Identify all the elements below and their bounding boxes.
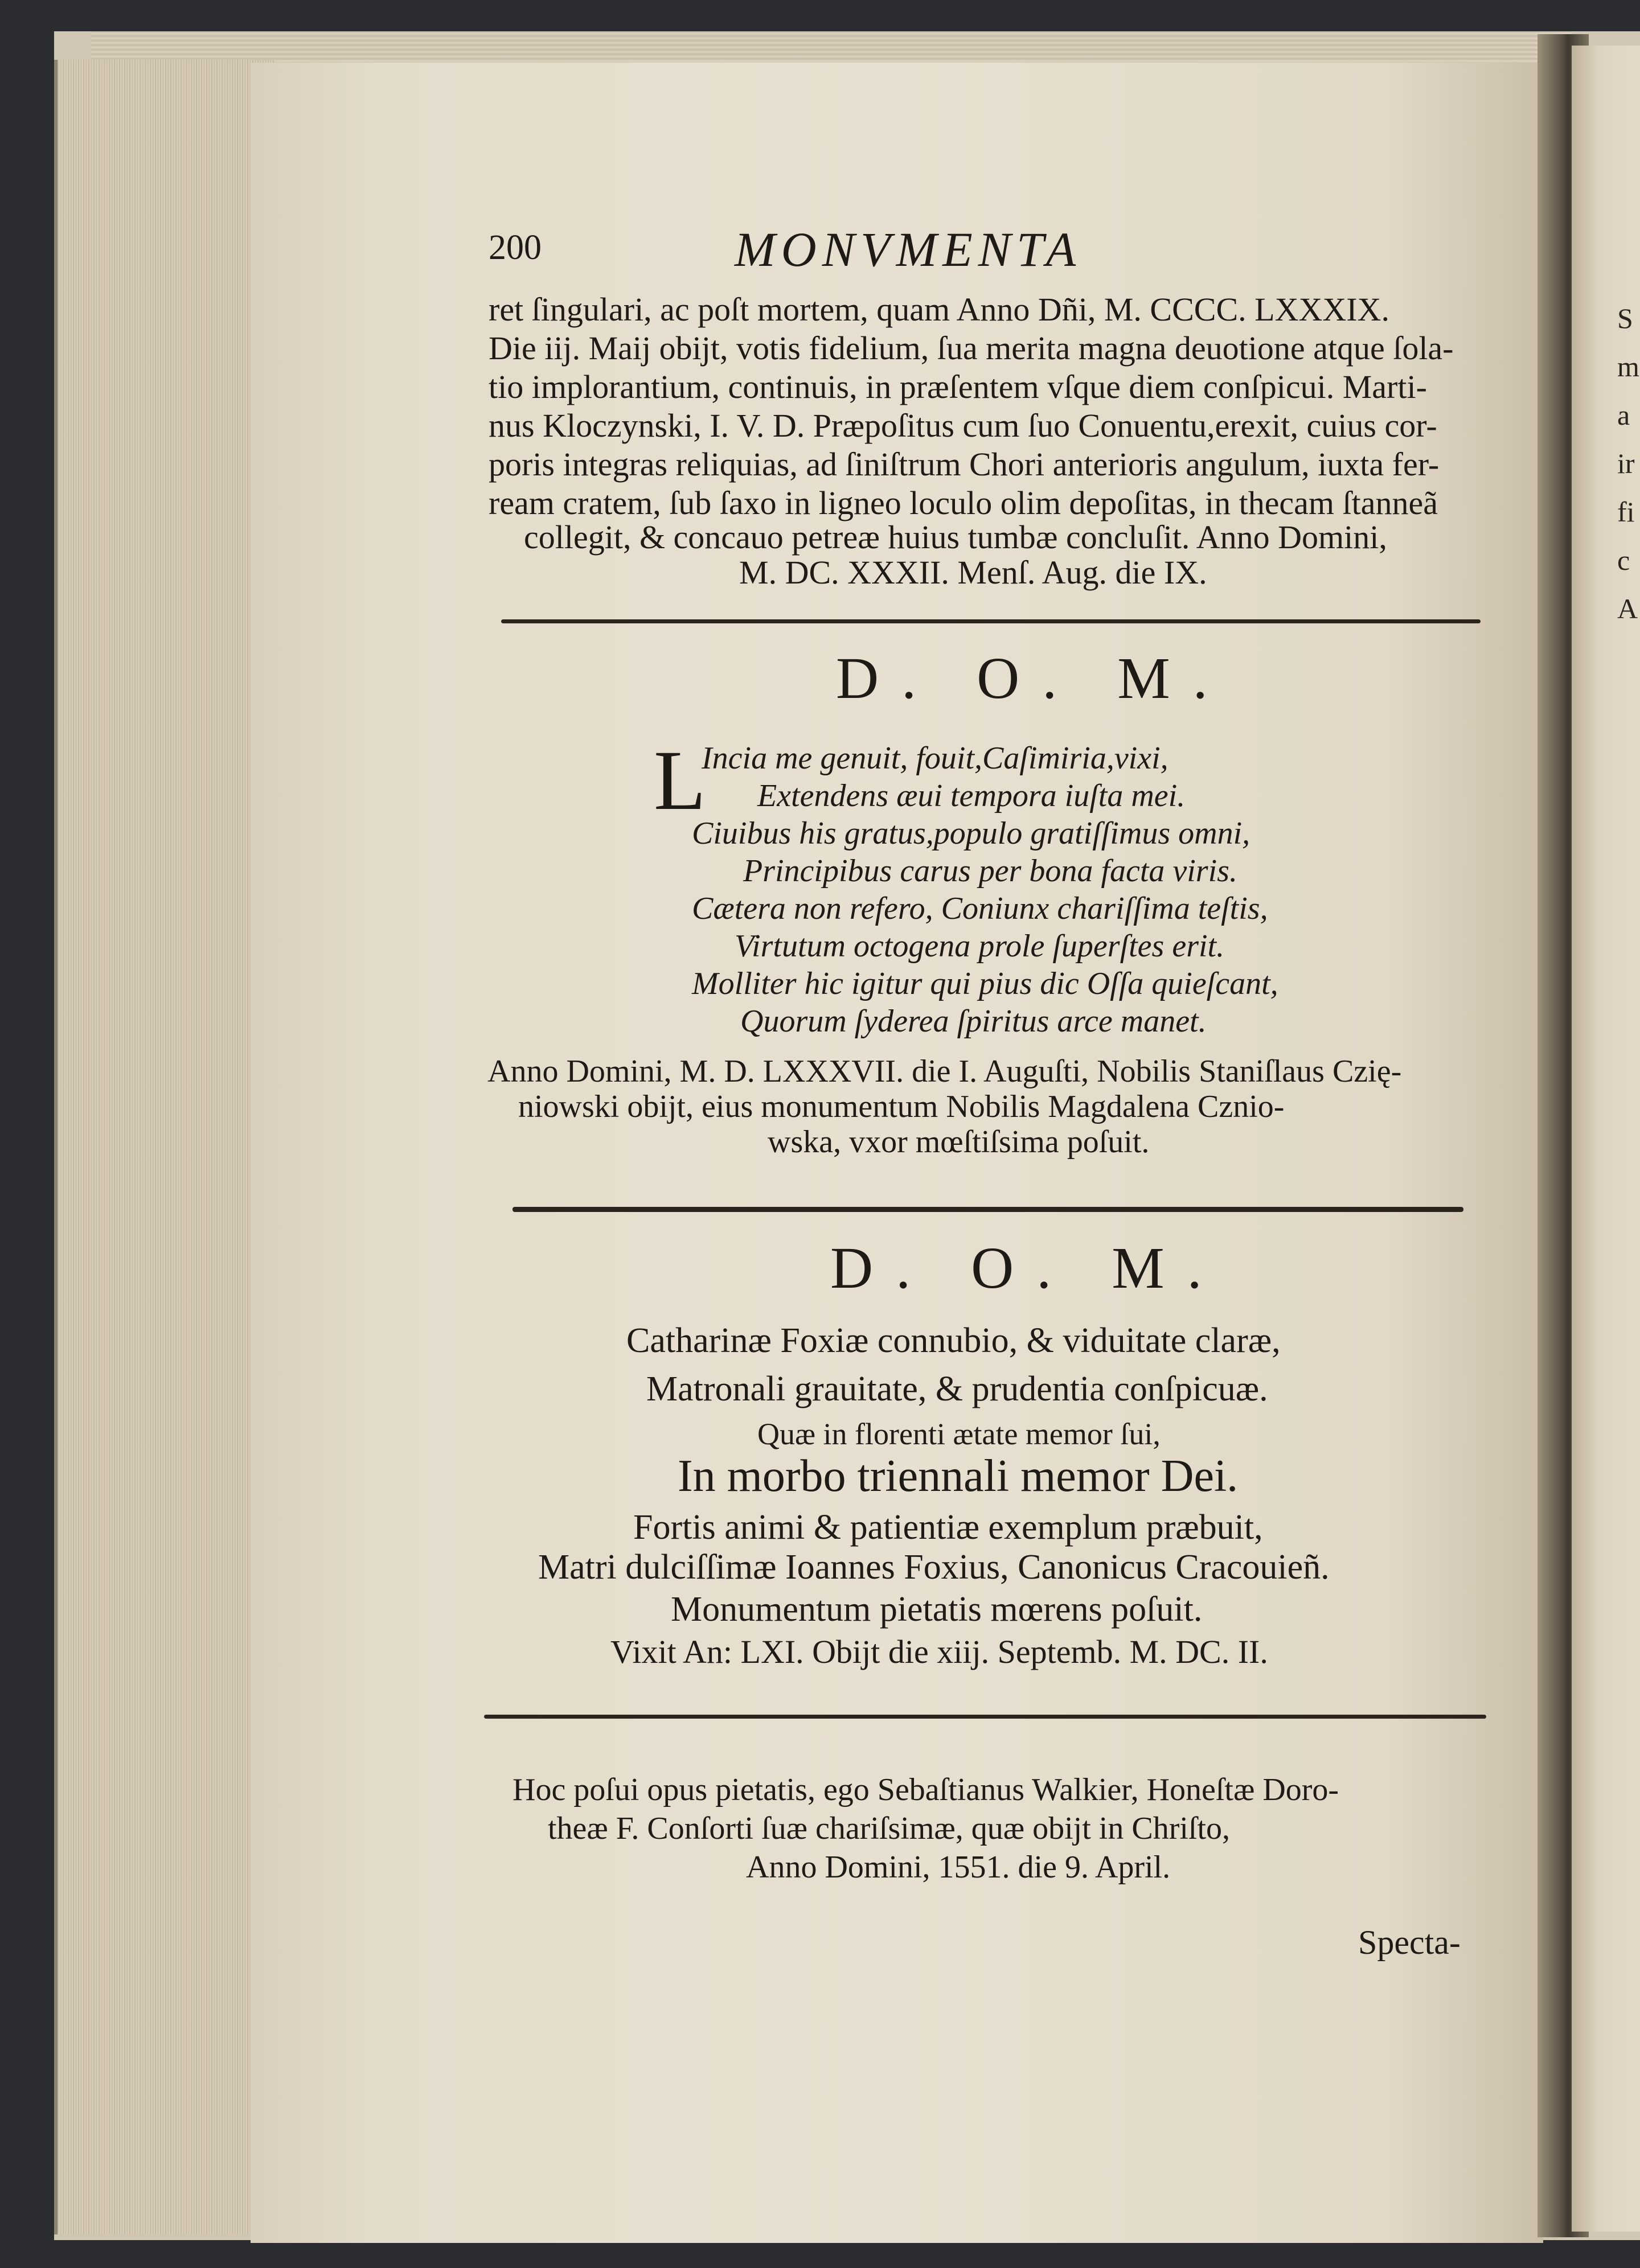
section-divider	[501, 619, 1481, 623]
drop-cap: L	[654, 733, 706, 828]
facing-page-fragment: S	[1617, 302, 1633, 334]
facing-page-fragment: m	[1617, 351, 1639, 383]
epitaph-line: Matri dulciſſimæ Ioannes Foxius, Canonicus Cracouieñ.	[538, 1548, 1330, 1587]
epitaph-line: Monumentum pietatis mœrens poſuit.	[671, 1590, 1203, 1629]
intro-line: poris integras reliquias, ad ſiniſtrum Chori anterioris angulum, iuxta fer-	[489, 446, 1440, 483]
prose-line: Anno Domini, M. D. LXXXVII. die I. Auguſti, Nobilis Staniſlaus Czię-	[487, 1054, 1402, 1089]
verse-line: Molliter hic igitur qui pius dic Oſſa quieſcant,	[692, 966, 1278, 1001]
epitaph-line: Matronali grauitate, & prudentia conſpicuæ.	[646, 1370, 1268, 1408]
section-heading: D. O. M.	[830, 1235, 1225, 1301]
intro-line: collegit, & concauo petreæ huius tumbæ concluſit. Anno Domini,	[524, 519, 1387, 556]
running-title: MONVMENTA	[735, 222, 1082, 277]
intro-line: tio implorantium, continuis, in præſentem vſque diem conſpicui. Marti-	[489, 368, 1427, 405]
facing-page-fragment: ir	[1617, 447, 1635, 479]
dedication-line: Hoc poſui opus pietatis, ego Sebaſtianus Walkier, Honeſtæ Doro-	[512, 1772, 1339, 1807]
epitaph-line: Fortis animi & patientiæ exemplum præbuit,	[633, 1508, 1263, 1547]
dedication-line: Anno Domini, 1551. die 9. April.	[746, 1850, 1171, 1885]
intro-line: ret ſingulari, ac poſt mortem, quam Anno Dñi, M. CCCC. LXXXIX.	[489, 291, 1389, 328]
intro-line: Die iij. Maij obijt, votis fidelium, ſua merita magna deuotione atque ſola-	[489, 330, 1454, 367]
page-number: 200	[489, 228, 542, 267]
verse-line: Cætera non refero, Coniunx chariſſima teſtis,	[692, 891, 1268, 926]
verse-line: Principibus carus per bona facta viris.	[743, 853, 1237, 889]
prose-line: wska, vxor mœſtiſsima poſuit.	[768, 1124, 1150, 1160]
facing-page-fragment: A	[1617, 593, 1638, 624]
verse-line: Extendens æui tempora iuſta mei.	[757, 778, 1186, 813]
section-divider	[512, 1207, 1463, 1212]
page-fore-edges	[54, 60, 274, 2234]
facing-page-fragment: a	[1617, 399, 1630, 431]
facing-page	[1572, 46, 1640, 2232]
verse-line: Virtutum octogena prole ſuperſtes erit.	[735, 928, 1225, 964]
verse-line: Ciuibus his gratus,populo gratiſſimus omni,	[692, 816, 1250, 851]
section-divider	[484, 1715, 1486, 1719]
intro-line: nus Kloczynski, I. V. D. Præpoſitus cum ſuo Conuentu,erexit, cuius cor-	[489, 407, 1437, 444]
verse-line: Quorum ſyderea ſpiritus arce manet.	[740, 1004, 1207, 1039]
section-heading: D. O. M.	[836, 646, 1231, 711]
intro-line: ream cratem, ſub ſaxo in ligneo loculo olim depoſitas, in thecam ſtanneã	[489, 484, 1438, 521]
epitaph-line: Catharinæ Foxiæ connubio, & viduitate claræ,	[626, 1321, 1281, 1360]
facing-page-fragment: fi	[1617, 496, 1635, 528]
prose-line: niowski obijt, eius monumentum Nobilis Magdalena Cznio-	[518, 1089, 1285, 1124]
epitaph-line-emphasis: In morbo triennali memor Dei.	[678, 1451, 1239, 1501]
epitaph-line: Vixit An: LXI. Obijt die xiij. Septemb. M. DC. II.	[610, 1633, 1268, 1670]
dedication-line: theæ F. Conſorti ſuæ chariſsimæ, quæ obijt in Chriſto,	[548, 1811, 1231, 1846]
facing-page-fragment: c	[1617, 544, 1630, 576]
catchword: Specta-	[1358, 1924, 1461, 1961]
intro-line: M. DC. XXXII. Menſ. Aug. die IX.	[739, 554, 1207, 591]
epitaph-line: Quæ in florenti ætate memor ſui,	[757, 1417, 1161, 1451]
verse-line: Incia me genuit, fouit,Caſimiria,vixi,	[702, 741, 1168, 776]
